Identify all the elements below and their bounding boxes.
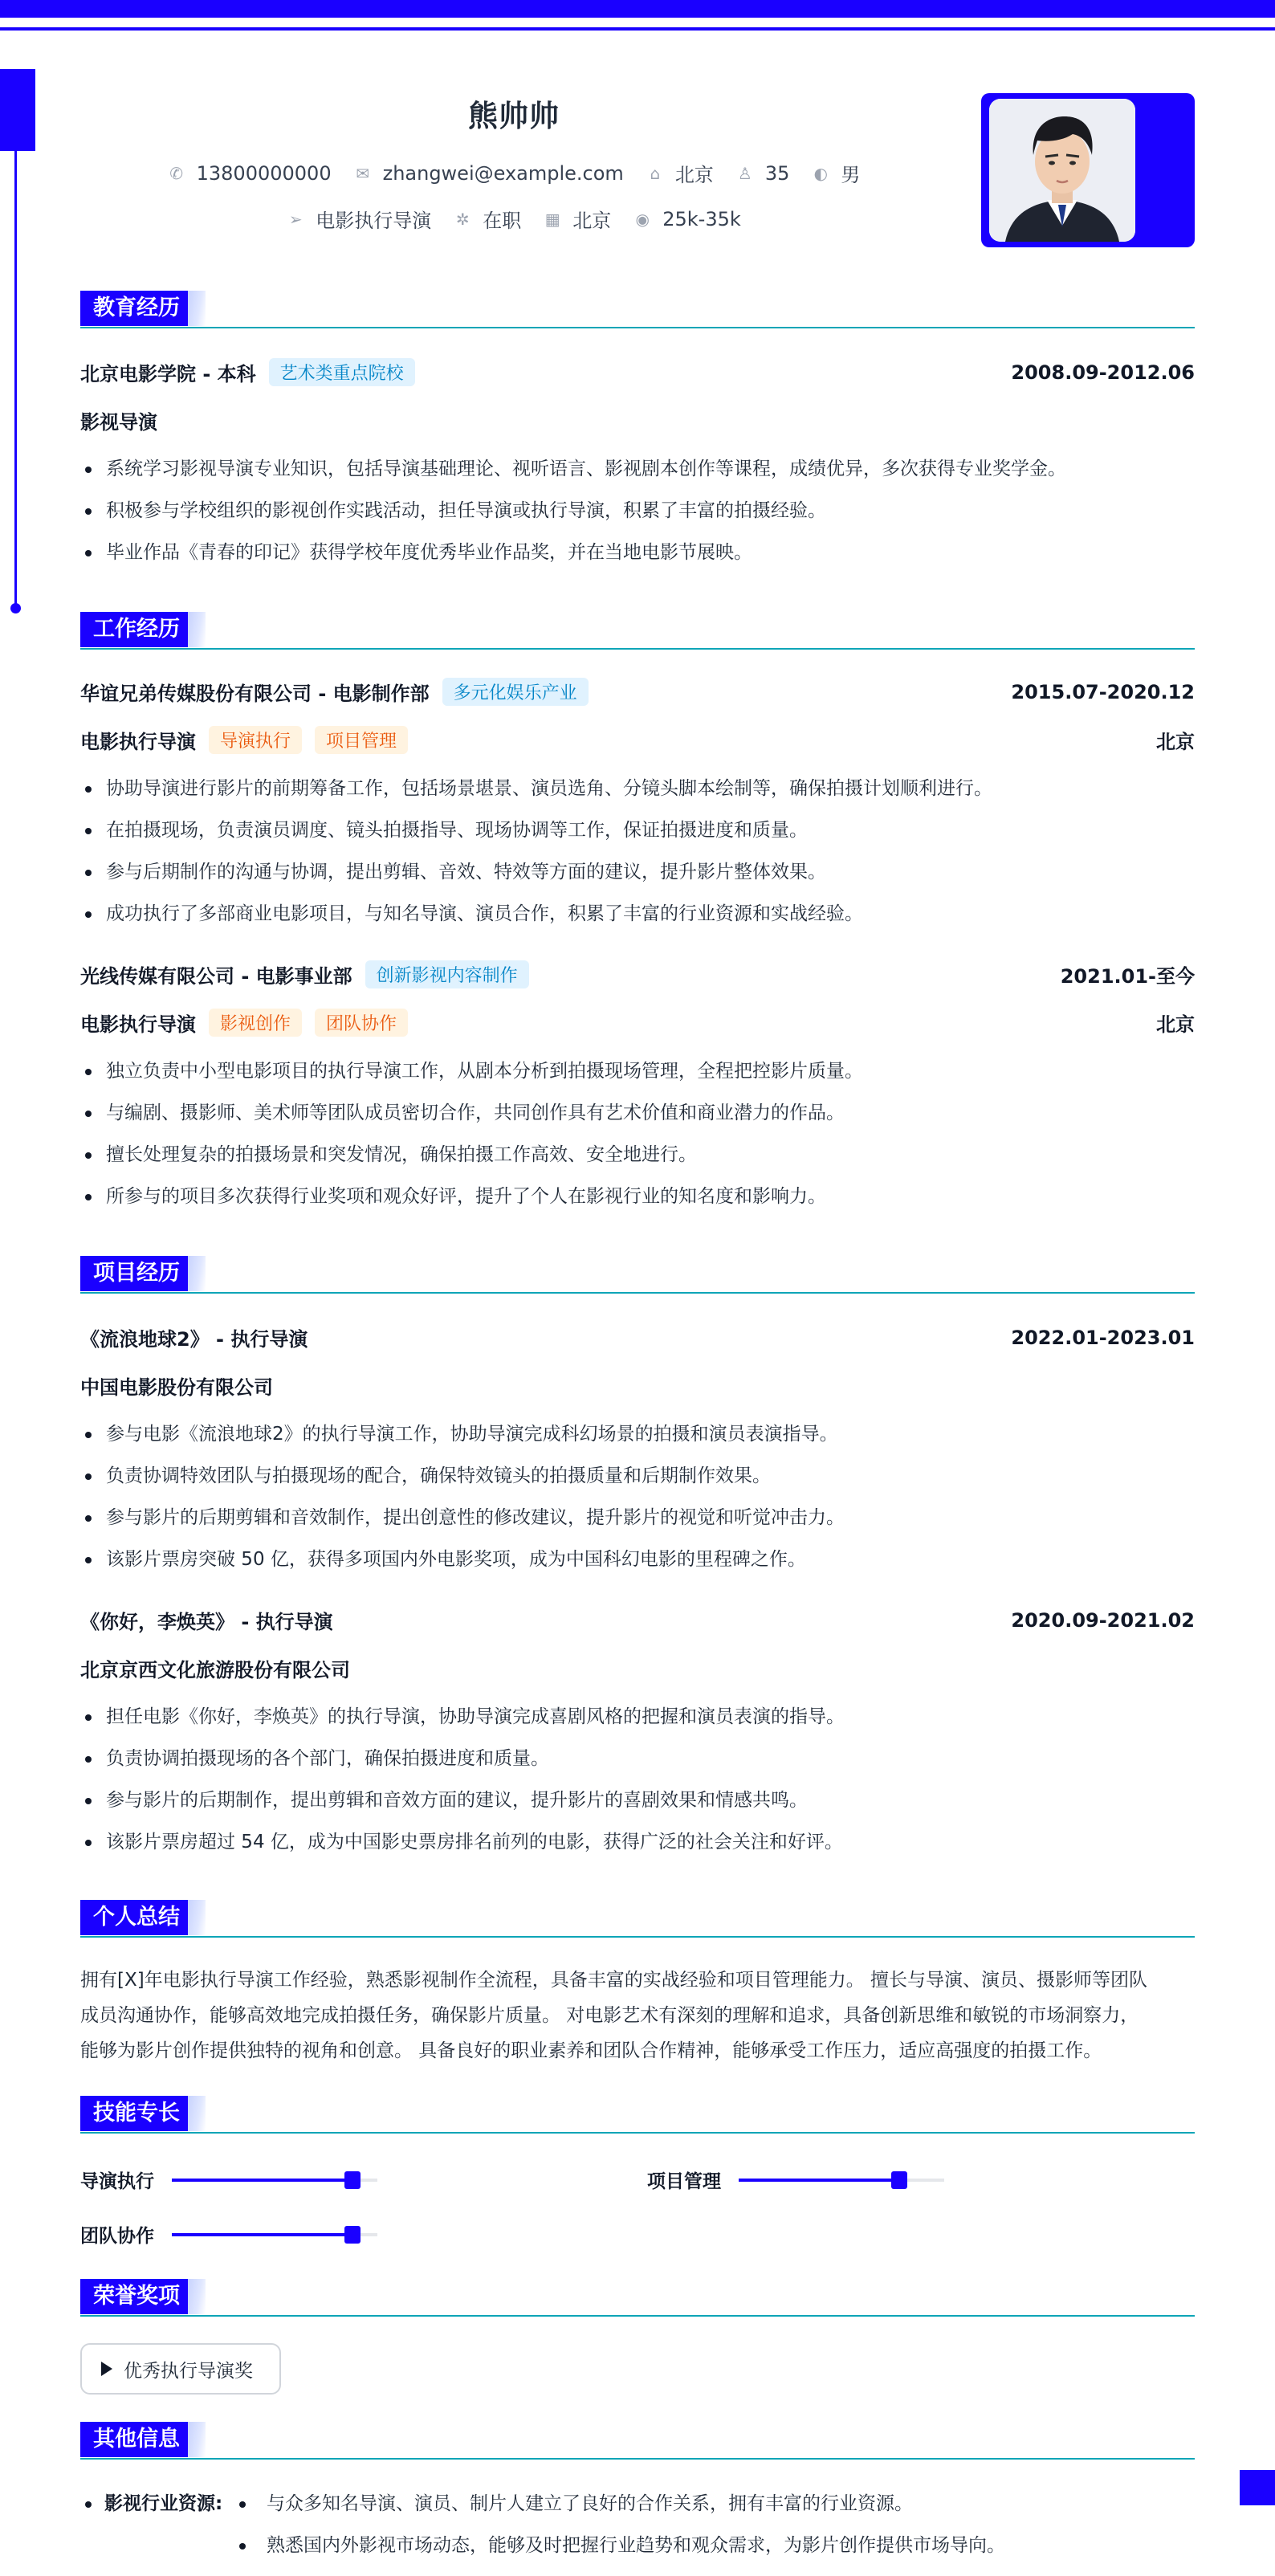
section-rule xyxy=(80,2458,1195,2460)
work-1-bullets xyxy=(80,768,1195,935)
work-1-company-group xyxy=(80,678,589,706)
other-line xyxy=(80,2525,1195,2566)
job-intent-row xyxy=(80,205,947,233)
project-title: 《流浪地球2》 - 执行导演 xyxy=(80,1328,308,1351)
section-title-skills: 技能专长 xyxy=(80,2096,196,2131)
contact-location xyxy=(646,159,714,187)
skill-bar xyxy=(172,2179,377,2182)
target-city: 北京 xyxy=(572,210,612,232)
project-org: 中国电影股份有限公司 xyxy=(80,1376,273,1399)
project-2-bullets xyxy=(80,1696,1195,1863)
work-2-role-group xyxy=(80,1009,408,1037)
project-1-bullets xyxy=(80,1413,1195,1580)
section-rule xyxy=(80,2132,1195,2134)
section-rule xyxy=(80,2315,1195,2317)
company-name: 光线传媒有限公司 - 电影事业部 xyxy=(80,965,352,988)
list-item: 在拍摄现场，负责演员调度、镜头拍摄指导、现场协调等工作，保证拍摄进度和质量。 xyxy=(80,809,1195,851)
work-1-role xyxy=(80,726,1195,754)
section-title-other: 其他信息 xyxy=(80,2422,196,2457)
list-item: 担任电影《你好，李焕英》的执行导演，协助导演完成喜剧风格的把握和演员表演的指导。 xyxy=(80,1696,1195,1738)
mail-icon: ✉ xyxy=(356,163,369,183)
company-tag: 多元化娱乐产业 xyxy=(442,678,589,706)
phone-icon: ✆ xyxy=(169,163,183,183)
phone-number: 13800000000 xyxy=(196,161,332,185)
left-accent-block xyxy=(0,69,35,151)
list-item: 所参与的项目多次获得行业奖项和观众好评，提升了个人在影视行业的知名度和影响力。 xyxy=(80,1176,1195,1217)
salary-icon: ◉ xyxy=(635,209,650,229)
age-icon: ♙ xyxy=(737,163,752,183)
list-item: 擅长处理复杂的拍摄场景和突发情况，确保拍摄工作高效、安全地进行。 xyxy=(80,1134,1195,1176)
role-title: 电影执行导演 xyxy=(80,1013,196,1036)
job-status xyxy=(454,205,521,233)
education-major: 影视导演 xyxy=(80,411,157,434)
other-item: 与众多知名导演、演员、制片人建立了良好的合作关系，拥有丰富的行业资源。 xyxy=(267,2493,913,2514)
section-summary xyxy=(80,1900,1195,1938)
bullet-dot xyxy=(85,2501,92,2508)
award-name: 优秀执行导演奖 xyxy=(124,2360,253,2382)
section-title-work: 工作经历 xyxy=(80,612,196,647)
bullet-dot xyxy=(239,2543,246,2550)
list-item: 该影片票房突破 50 亿，获得多项国内外电影奖项，成为中国科幻电影的里程碑之作。 xyxy=(80,1539,1195,1580)
other-info xyxy=(80,2483,1195,2566)
section-rule xyxy=(80,327,1195,328)
list-item: 参与后期制作的沟通与协调，提出剪辑、音效、特效等方面的建议，提升影片整体效果。 xyxy=(80,851,1195,893)
section-rule xyxy=(80,1292,1195,1294)
title-shadow xyxy=(188,291,206,326)
section-skills xyxy=(80,2096,1195,2134)
email-address: zhangwei@example.com xyxy=(382,161,624,185)
skill-item xyxy=(647,2166,944,2193)
work-city: 北京 xyxy=(1156,1013,1195,1036)
employment-status: 在职 xyxy=(483,210,522,232)
role-title: 电影执行导演 xyxy=(80,731,196,753)
summary-line: 能够为影片创作提供独特的视角和创意。 具备良好的职业素养和团队合作精神，能够承受工作压力，适应高强度的拍摄工作。 xyxy=(80,2040,1102,2061)
skill-bar-fill xyxy=(172,2233,352,2236)
section-rule xyxy=(80,1936,1195,1938)
other-line xyxy=(80,2483,1195,2525)
list-item: 该影片票房超过 54 亿，成为中国影史票房排名前列的电影，获得广泛的社会关注和好评。 xyxy=(80,1821,1195,1863)
work-1-header xyxy=(80,678,1195,706)
skill-bar-fill xyxy=(172,2179,352,2182)
status-icon: ✲ xyxy=(455,209,470,229)
work-1-role-group xyxy=(80,726,408,754)
project-1-header xyxy=(80,1323,1195,1351)
list-item: 毕业作品《青春的印记》获得学校年度优秀毕业作品奖，并在当地电影节展映。 xyxy=(80,532,1195,573)
award-item-button[interactable] xyxy=(80,2343,281,2395)
avatar-illustration xyxy=(989,99,1135,242)
work-2-company-group xyxy=(80,960,529,988)
work-date: 2015.07-2020.12 xyxy=(1011,680,1195,703)
gender-icon: ◐ xyxy=(813,163,829,183)
section-other xyxy=(80,2422,1195,2460)
left-accent-dot xyxy=(10,603,21,613)
section-title-project: 项目经历 xyxy=(80,1256,196,1291)
avatar xyxy=(989,99,1135,242)
section-work xyxy=(80,612,1195,650)
section-title-education: 教育经历 xyxy=(80,291,196,326)
list-item: 积极参与学校组织的影视创作实践活动，担任导演或执行导演，积累了丰富的拍摄经验。 xyxy=(80,490,1195,532)
contact-row xyxy=(80,159,947,187)
skill-bar-knob xyxy=(344,2226,361,2244)
skill-item xyxy=(80,2166,377,2193)
section-rule xyxy=(80,648,1195,650)
skill-name: 导演执行 xyxy=(80,2171,154,2192)
other-label: 影视行业资源: xyxy=(104,2493,223,2514)
target-position: 电影执行导演 xyxy=(316,210,432,232)
skill-bar-knob xyxy=(891,2171,907,2189)
expected-salary: 25k-35k xyxy=(662,207,741,230)
role-tag: 项目管理 xyxy=(315,726,408,754)
work-2-header xyxy=(80,960,1195,988)
section-awards xyxy=(80,2279,1195,2317)
home-icon: ⌂ xyxy=(650,163,661,183)
summary-text xyxy=(80,1963,1195,2069)
skill-bar xyxy=(739,2179,944,2182)
project-date: 2020.09-2021.02 xyxy=(1011,1608,1195,1632)
school-tag: 艺术类重点院校 xyxy=(269,358,415,386)
list-item: 独立负责中小型电影项目的执行导演工作，从剧本分析到拍摄现场管理，全程把控影片质量。 xyxy=(80,1050,1195,1092)
role-tag: 导演执行 xyxy=(209,726,302,754)
education-header xyxy=(80,358,1195,386)
other-item: 熟悉国内外影视市场动态，能够及时把握行业趋势和观众需求，为影片创作提供市场导向。 xyxy=(267,2535,1005,2556)
list-item: 负责协调拍摄现场的各个部门，确保拍摄进度和质量。 xyxy=(80,1738,1195,1779)
job-city xyxy=(544,205,611,233)
list-item: 参与影片的后期制作，提出剪辑和音效方面的建议，提升影片的喜剧效果和情感共鸣。 xyxy=(80,1779,1195,1821)
list-item: 参与影片的后期剪辑和音效制作，提出创意性的修改建议，提升影片的视觉和听觉冲击力。 xyxy=(80,1497,1195,1539)
bullet-dot xyxy=(239,2501,246,2508)
project-2-org-row xyxy=(80,1654,1195,1682)
education-school-group xyxy=(80,358,415,386)
contact-phone xyxy=(168,162,332,185)
contact-age xyxy=(736,162,790,185)
section-project xyxy=(80,1256,1195,1294)
title-shadow xyxy=(188,2096,206,2131)
send-icon: ➢ xyxy=(288,209,303,229)
company-name: 华谊兄弟传媒股份有限公司 - 电影制作部 xyxy=(80,683,430,705)
title-shadow xyxy=(188,612,206,647)
skill-item xyxy=(80,2221,377,2248)
skill-bar xyxy=(172,2233,377,2236)
contact-email xyxy=(354,162,624,185)
role-tag: 影视创作 xyxy=(209,1009,302,1037)
skill-name: 项目管理 xyxy=(647,2171,721,2192)
summary-line: 成员沟通协作，能够高效地完成拍摄任务，确保影片质量。 对电影艺术有深刻的理解和追求，具备创新思维和敏锐的市场洞察力， xyxy=(80,2005,1139,2026)
project-1-org-row xyxy=(80,1372,1195,1400)
education-major-row xyxy=(80,406,1195,434)
list-item: 与编剧、摄影师、美术师等团队成员密切合作，共同创作具有艺术价值和商业潜力的作品。 xyxy=(80,1092,1195,1134)
skill-bar-fill xyxy=(739,2179,899,2182)
candidate-name: 熊帅帅 xyxy=(468,99,560,133)
list-item: 参与电影《流浪地球2》的执行导演工作，协助导演完成科幻场景的拍摄和演员表演指导。 xyxy=(80,1413,1195,1455)
skill-name: 团队协作 xyxy=(80,2226,154,2247)
work-city: 北京 xyxy=(1156,731,1195,753)
list-item: 负责协调特效团队与拍摄现场的配合，确保特效镜头的拍摄质量和后期制作效果。 xyxy=(80,1455,1195,1497)
list-item: 成功执行了多部商业电影项目，与知名导演、演员合作，积累了丰富的行业资源和实战经验。 xyxy=(80,893,1195,935)
company-tag: 创新影视内容制作 xyxy=(365,960,529,988)
project-2-header xyxy=(80,1606,1195,1634)
right-accent-block xyxy=(1240,2470,1275,2505)
work-2-bullets xyxy=(80,1050,1195,1217)
resume-page xyxy=(80,0,1195,2576)
section-education xyxy=(80,291,1195,329)
title-shadow xyxy=(188,1256,206,1291)
home-city: 北京 xyxy=(674,164,714,186)
summary-line: 拥有[X]年电影执行导演工作经验，熟悉影视制作全流程，具备丰富的实战经验和项目管理能力。 擅长与导演、演员、摄影师等团队 xyxy=(80,1970,1148,1991)
skill-bar-knob xyxy=(344,2171,361,2189)
section-title-awards: 荣誉奖项 xyxy=(80,2279,196,2314)
education-date: 2008.09-2012.06 xyxy=(1011,361,1195,384)
title-shadow xyxy=(188,2422,206,2457)
title-shadow xyxy=(188,1900,206,1935)
age-value: 35 xyxy=(764,161,790,185)
project-org: 北京京西文化旅游股份有限公司 xyxy=(80,1659,350,1681)
gender-value: 男 xyxy=(841,164,861,186)
contact-gender xyxy=(812,159,860,187)
list-item: 系统学习影视导演专业知识，包括导演基础理论、视听语言、影视剧本创作等课程，成绩优异，多次获得专业奖学金。 xyxy=(80,448,1195,490)
school-name: 北京电影学院 - 本科 xyxy=(80,363,256,385)
role-tag: 团队协作 xyxy=(315,1009,408,1037)
job-target xyxy=(287,205,431,233)
project-title: 《你好，李焕英》 - 执行导演 xyxy=(80,1611,333,1633)
project-date: 2022.01-2023.01 xyxy=(1011,1326,1195,1349)
building-icon: ▦ xyxy=(544,209,560,229)
education-bullets xyxy=(80,448,1195,573)
section-title-summary: 个人总结 xyxy=(80,1900,196,1935)
work-date: 2021.01-至今 xyxy=(1060,965,1195,988)
play-icon xyxy=(101,2362,112,2376)
job-salary xyxy=(633,208,741,230)
left-accent-line xyxy=(14,151,17,609)
list-item: 协助导演进行影片的前期筹备工作，包括场景堪景、演员选角、分镜头脚本绘制等，确保拍摄计划顺利进行。 xyxy=(80,768,1195,809)
work-2-role xyxy=(80,1009,1195,1037)
title-shadow xyxy=(188,2279,206,2314)
